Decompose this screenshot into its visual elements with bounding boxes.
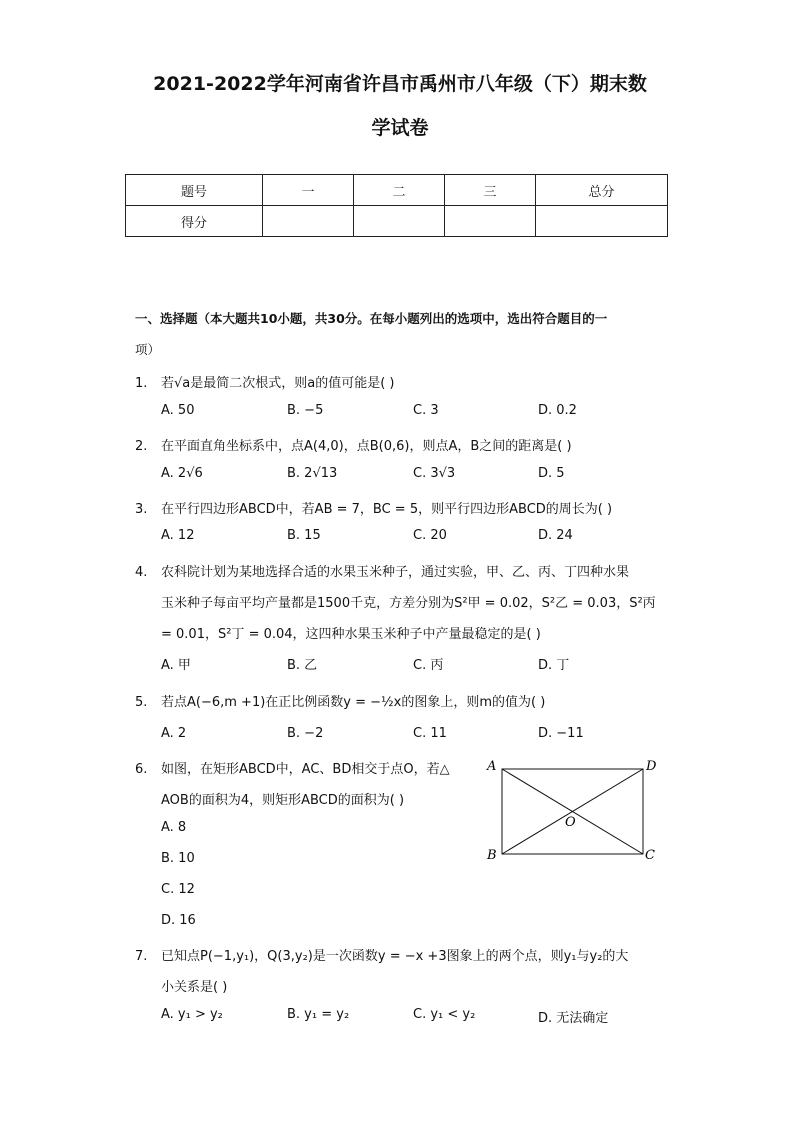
- question-number: 7.: [135, 949, 148, 964]
- option[interactable]: C. y₁ < y₂: [413, 1007, 476, 1022]
- option[interactable]: B. y₁ = y₂: [287, 1007, 350, 1022]
- score-table-header-row: [126, 175, 668, 206]
- option[interactable]: B. −5: [287, 403, 324, 418]
- option[interactable]: D. 丁: [538, 658, 570, 673]
- option[interactable]: C. 11: [413, 726, 447, 741]
- score-cell[interactable]: [445, 206, 536, 237]
- label-b: B: [487, 848, 497, 863]
- question-text: 农科院计划为某地选择合适的水果玉米种子，通过实验，甲、乙、丙、丁四种水果: [161, 565, 630, 580]
- score-cell: 二: [354, 175, 445, 206]
- question-number: 2.: [135, 439, 148, 454]
- question-text: 小关系是( ): [161, 980, 228, 995]
- option[interactable]: B. −2: [287, 726, 324, 741]
- option[interactable]: D. 0.2: [538, 403, 577, 418]
- question-4: [135, 561, 629, 580]
- option[interactable]: A. 2: [161, 726, 187, 741]
- label-d: D: [646, 759, 657, 774]
- section-heading: 一、选择题（本大题共10小题，共30分。在每小题列出的选项中，选出符合题目的一: [135, 311, 608, 326]
- score-cell[interactable]: [536, 206, 668, 237]
- question-text: 在平面直角坐标系中，点A(4,0)，点B(0,6)，则点A，B之间的距离是( ): [161, 439, 572, 454]
- option[interactable]: A. 2√6: [161, 466, 203, 481]
- question-7: [135, 945, 628, 964]
- title-line-2: 学试卷: [371, 117, 429, 139]
- question-number: 5.: [135, 695, 148, 710]
- question-text: AOB的面积为4，则矩形ABCD的面积为( ): [161, 793, 405, 808]
- question-3: [135, 498, 612, 517]
- question-6: [135, 758, 450, 777]
- question-text: 若√a是最简二次根式，则a的值可能是( ): [161, 376, 395, 391]
- score-cell[interactable]: [354, 206, 445, 237]
- option[interactable]: C. 20: [413, 528, 447, 543]
- question-1: [135, 372, 395, 391]
- score-cell: 得分: [126, 206, 263, 237]
- question-number: 4.: [135, 565, 148, 580]
- question-number: 6.: [135, 762, 148, 777]
- option[interactable]: A. 甲: [161, 658, 191, 673]
- score-cell[interactable]: [263, 206, 354, 237]
- title-line-1: 2021-2022学年河南省许昌市禹州市八年级（下）期末数: [153, 73, 647, 95]
- label-o: O: [565, 815, 576, 830]
- question-5: [135, 691, 545, 710]
- score-cell: 一: [263, 175, 354, 206]
- option[interactable]: D. 5: [538, 466, 565, 481]
- question-text: 在平行四边形ABCD中，若AB = 7，BC = 5，则平行四边形ABCD的周长为( ): [161, 502, 613, 517]
- option[interactable]: D. −11: [538, 726, 584, 741]
- option[interactable]: C. 丙: [413, 658, 444, 673]
- option[interactable]: A. y₁ > y₂: [161, 1007, 223, 1022]
- score-cell: 题号: [126, 175, 263, 206]
- score-table: [125, 174, 668, 237]
- option[interactable]: B. 乙: [287, 658, 318, 673]
- option[interactable]: B. 15: [287, 528, 321, 543]
- score-cell: 总分: [536, 175, 668, 206]
- question-text: = 0.01，S²丁 = 0.04，这四种水果玉米种子中产量最稳定的是( ): [161, 627, 541, 642]
- score-cell: 三: [445, 175, 536, 206]
- option[interactable]: B. 10: [161, 851, 195, 866]
- option[interactable]: C. 3√3: [413, 466, 456, 481]
- option[interactable]: D. 16: [161, 913, 196, 928]
- question-text: 如图，在矩形ABCD中，AC、BD相交于点O，若△: [161, 762, 450, 777]
- question-number: 3.: [135, 502, 148, 517]
- question-number: 1.: [135, 376, 148, 391]
- question-2: [135, 435, 572, 454]
- option[interactable]: D. 24: [538, 528, 573, 543]
- option[interactable]: C. 12: [161, 882, 195, 897]
- rectangle-figure: [482, 752, 662, 867]
- option[interactable]: A. 12: [161, 528, 195, 543]
- question-text: 已知点P(−1,y₁)，Q(3,y₂)是一次函数y = −x +3图象上的两个点，则y₁与y₂的大: [161, 949, 629, 964]
- option[interactable]: A. 50: [161, 403, 195, 418]
- option[interactable]: C. 3: [413, 403, 439, 418]
- option[interactable]: B. 2√13: [287, 466, 338, 481]
- score-table-score-row: [126, 206, 668, 237]
- label-c: C: [645, 848, 655, 863]
- option[interactable]: D. 无法确定: [538, 1011, 609, 1026]
- section-heading-cont: 项）: [135, 342, 161, 357]
- question-text: 玉米种子每亩平均产量都是1500千克，方差分别为S²甲 = 0.02，S²乙 = 0.03，S²丙: [161, 596, 656, 611]
- option[interactable]: A. 8: [161, 820, 187, 835]
- question-text: 若点A(−6,m +1)在正比例函数y = −½x的图象上，则m的值为( ): [161, 695, 546, 710]
- label-a: A: [487, 759, 497, 774]
